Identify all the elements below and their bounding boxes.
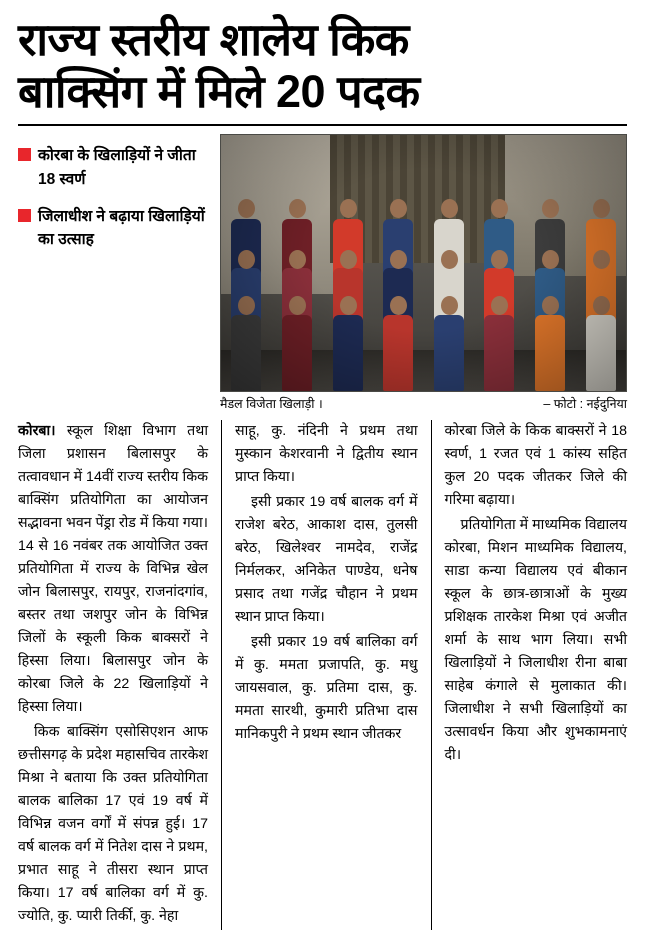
bullet-item-1 — [18, 144, 210, 191]
paragraph: कोरबा जिले के किक बाक्सरों ने 18 स्वर्ण, 1 रजत एवं 1 कांस्य सहित कुल 20 पदक जीतकर जिले की गरिमा बढ़ाया। — [444, 423, 627, 509]
bullet-item-2-label: जिलाधीश ने बढ़ाया खिलाड़ियों का उत्साह — [38, 207, 205, 249]
article-columns — [18, 420, 627, 930]
column-divider — [431, 420, 432, 930]
paragraph: प्रतियोगिता में माध्यमिक विद्यालय कोरबा, मिशन माध्यमिक विद्यालय, साडा कन्या विद्यालय एवं बीकान स्कूल के छात्र-छात्राओं के मुख्य प्रशिक्षक तारकेश मिश्रा एवं अजीत शर्मा के साथ भाग लिया। सभी खिलाड़ियों ने जिलाधीश रीना बाबा साहेब कंगाले से मुलाकात की। जिलाधीश ने सभी खिलाड़ियों का उत्सावर्धन किया और शुभकामनाएं दी। — [444, 517, 627, 764]
bullet-item-1-label: कोरबा के खिलाड़ियों ने जीता 18 स्वर्ण — [38, 147, 196, 188]
upper-section — [18, 134, 627, 412]
paragraph: साहू, कु. नंदिनी ने प्रथम तथा मुस्कान केशरवानी ने द्वितीय स्थान प्राप्त किया। — [235, 423, 418, 486]
column-divider — [221, 420, 222, 930]
photo-block — [220, 134, 627, 412]
photo-caption-row — [220, 392, 627, 412]
photo-vignette — [221, 135, 626, 391]
bullet-item-2 — [18, 205, 210, 252]
headline-line-1: राज्य स्तरीय शालेय किक — [18, 14, 409, 65]
headline-line-2: बाक्सिंग में मिले 20 पदक — [18, 66, 420, 118]
paragraph: इसी प्रकार 19 वर्ष बालक वर्ग में राजेश बरेठ, आकाश दास, तुलसी बरेठ, खिलेश्वर नामदेव, राजेंद्र निर्मलकर, अनिकेत पाण्डेय, धनेष प्रसाद तथा गजेंद्र चौहान ने प्रथम स्थान प्राप्त किया। — [235, 494, 418, 626]
square-bullet-icon — [18, 148, 31, 161]
article-column-3 — [445, 420, 628, 930]
group-photo — [220, 134, 627, 392]
headline-divider — [18, 124, 627, 126]
paragraph: किक बाक्सिंग एसोसिएशन आफ छत्तीसगढ़ के प्रदेश महासचिव तारकेश मिश्रा ने बताया कि उक्त प्रतियोगिता बालक बालिका 17 एवं 19 वर्ष में विभिन्न वजन वर्गों में संपन्न हुई। 17 वर्ष बालक वर्ग में नितेश दास ने प्रथम, प्रभात साहू ने तीसरा स्थान प्राप्त किया। 17 वर्ष बालिका वर्ग में कु. ज्योति, कु. प्यारी तिर्की, कु. नेहा — [18, 724, 208, 925]
bullet-list — [18, 134, 210, 265]
photo-credit: – फोटो : नईदुनिया — [543, 397, 627, 412]
article-column-2 — [235, 420, 418, 930]
article-column-1 — [18, 420, 208, 930]
dateline: कोरबा। — [18, 423, 56, 440]
square-bullet-icon — [18, 209, 31, 222]
paragraph-text: स्कूल शिक्षा विभाग तथा जिला प्रशासन बिलासपुर के तत्वावधान में 14वीं राज्य स्तरीय किक बाक्सिंग प्रतियोगिता का आयोजन सद्भावना भवन पेंड्रा रोड में किया गया। 14 से 16 नवंबर तक आयोजित उक्त प्रतियोगिता में राज्य के विभिन्न खेल जोन बिलासपुर, रायपुर, राजनांदगांव, बस्तर तथा जशपुर जोन के विभिन्न जिलों के स्कूली किक बाक्सरों ने हिस्सा लिया। बिलासपुर जोन के कोरबा जिले के 22 खिलाड़ियों ने हिस्सा लिया। — [18, 423, 208, 716]
photo-caption: मैडल विजेता खिलाड़ी । — [220, 397, 323, 412]
paragraph: इसी प्रकार 19 वर्ष बालिका वर्ग में कु. ममता प्रजापति, कु. मधु जायसवाल, कु. प्रतिमा दास, कु. ममता सारथी, कुमारी प्रतिभा दास मानिकपुरी ने प्रथम स्थान जीतकर — [235, 634, 418, 743]
paragraph — [18, 420, 208, 719]
page-title — [18, 14, 627, 118]
